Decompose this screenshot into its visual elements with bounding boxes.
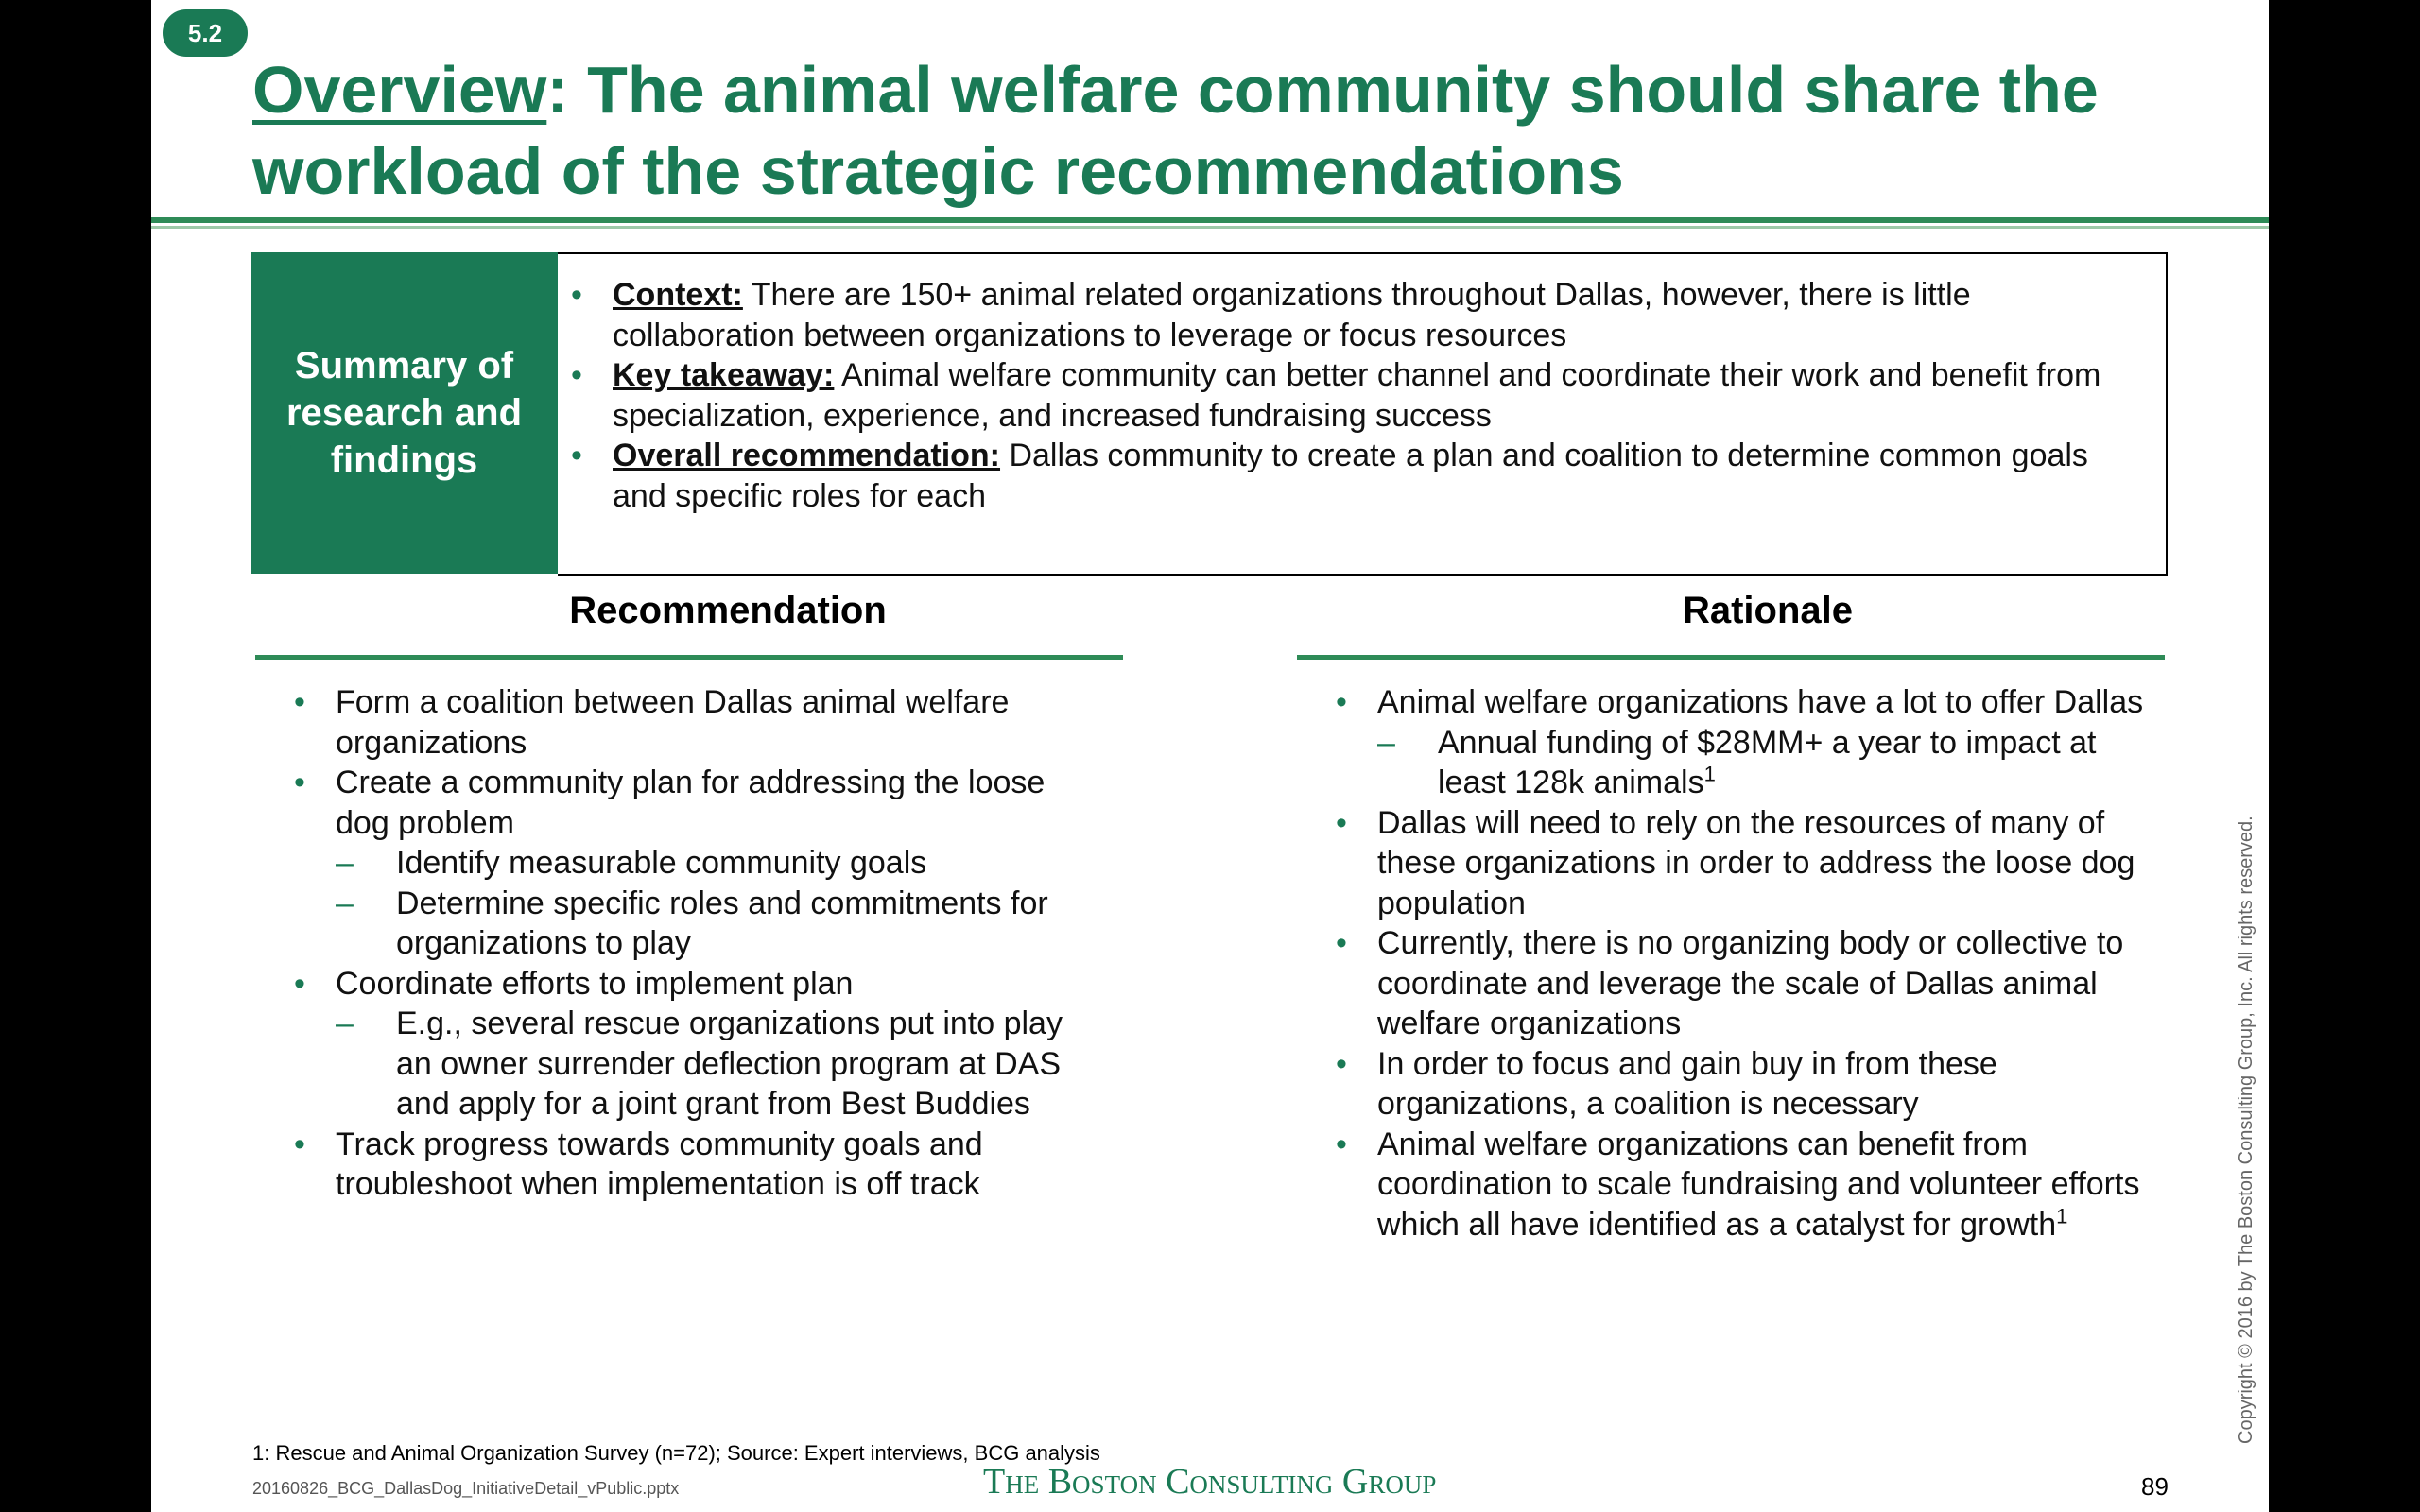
list-item-text: Track progress towards community goals and troubleshoot when implementation is off track — [336, 1125, 983, 1202]
rationale-heading: Rationale — [1682, 590, 1854, 631]
sub-list-item: – Identify measurable community goals — [336, 843, 1103, 884]
title-rest: : The animal welfare community should share the workload of the strategic recommendations — [252, 53, 2099, 208]
summary-item-label: Key takeaway: — [613, 357, 835, 393]
summary-item-label: Context: — [613, 277, 743, 313]
sub-list-item: – E.g., several rescue organizations put into play an owner surrender deflection program at DAS and apply for a joint grant from Best Buddies — [336, 1004, 1103, 1125]
summary-item-text: Dallas community to create a plan and coalition to determine common goals and specific roles for each — [613, 438, 2088, 514]
list-item-text: In order to focus and gain buy in from these organizations, a coalition is necessary — [1377, 1045, 1997, 1122]
list-item-text: Currently, there is no organizing body or collective to coordinate and leverage the scale of Dallas animal welfare organizations — [1377, 925, 2124, 1041]
summary-item-key-takeaway — [558, 355, 2127, 436]
sub-list-item — [1377, 723, 2150, 803]
recommendation-divider — [255, 655, 1123, 660]
rationale-divider — [1297, 655, 2165, 660]
summary-item-overall-recommendation — [558, 436, 2127, 516]
rationale-list — [1322, 682, 2150, 1245]
sub-list-item: – Determine specific roles and commitments for organizations to play — [336, 884, 1103, 964]
list-item — [1322, 1125, 2150, 1246]
list-item-text: Create a community plan for addressing the loose dog problem — [336, 765, 1046, 841]
slide — [151, 0, 2269, 1512]
recommendation-heading: Recommendation — [569, 590, 887, 631]
list-item — [281, 682, 1103, 763]
title-divider — [151, 217, 2269, 223]
slide-title — [252, 49, 2219, 212]
list-item-text: Animal welfare organizations have a lot to offer Dallas — [1377, 684, 2144, 720]
summary-item-text: Animal welfare community can better channel and coordinate their work and benefit from specialization, experience, and increased fundraising success — [613, 357, 2101, 434]
footnote: 1: Rescue and Animal Organization Survey (n=72); Source: Expert interviews, BCG analysis — [252, 1441, 1100, 1465]
title-divider-light — [151, 226, 2269, 229]
bcg-logo: The Boston Consulting Group — [983, 1462, 1437, 1502]
footnote-ref: 1 — [1703, 762, 1716, 786]
section-badge: 5.2 — [163, 9, 248, 57]
list-item — [1322, 923, 2150, 1044]
list-item-text: Animal welfare organizations can benefit from coordination to scale fundraising and volunteer efforts which all have identified as a catalyst for growth — [1377, 1125, 2140, 1243]
recommendation-list — [281, 682, 1103, 1205]
file-name: 20160826_BCG_DallasDog_InitiativeDetail_vPublic.pptx — [252, 1479, 680, 1498]
title-underlined: Overview — [252, 53, 547, 127]
list-item — [1322, 1044, 2150, 1125]
list-item-text: Coordinate efforts to implement plan — [336, 965, 854, 1002]
list-item — [281, 763, 1103, 964]
page-number: 89 — [2141, 1472, 2169, 1501]
summary-label-text: Summary of research and findings — [285, 345, 523, 481]
summary-box — [558, 252, 2168, 576]
sub-list-item-text: Annual funding of $28MM+ a year to impact at least 128k animals — [1438, 724, 2097, 800]
copyright-notice: Copyright © 2016 by The Boston Consulting Group, Inc. All rights reserved. — [2236, 816, 2256, 1444]
list-item — [281, 964, 1103, 1125]
summary-label — [251, 252, 558, 574]
summary-list — [558, 275, 2127, 516]
footnote-ref: 1 — [2056, 1204, 2068, 1228]
sub-list — [336, 843, 1103, 964]
sub-list — [336, 1004, 1103, 1125]
list-item — [1322, 803, 2150, 924]
summary-item-text: There are 150+ animal related organizations throughout Dallas, however, there is little collaboration between organizations to leverage or focus resources — [613, 277, 1971, 353]
list-item — [281, 1125, 1103, 1205]
list-item — [1322, 682, 2150, 803]
summary-item-label: Overall recommendation: — [613, 438, 1001, 473]
list-item-text: Dallas will need to rely on the resources of many of these organizations in order to address the loose dog population — [1377, 804, 2135, 921]
sub-list — [1377, 723, 2150, 803]
list-item-text: Form a coalition between Dallas animal welfare organizations — [336, 684, 1010, 761]
summary-item-context — [558, 275, 2127, 355]
